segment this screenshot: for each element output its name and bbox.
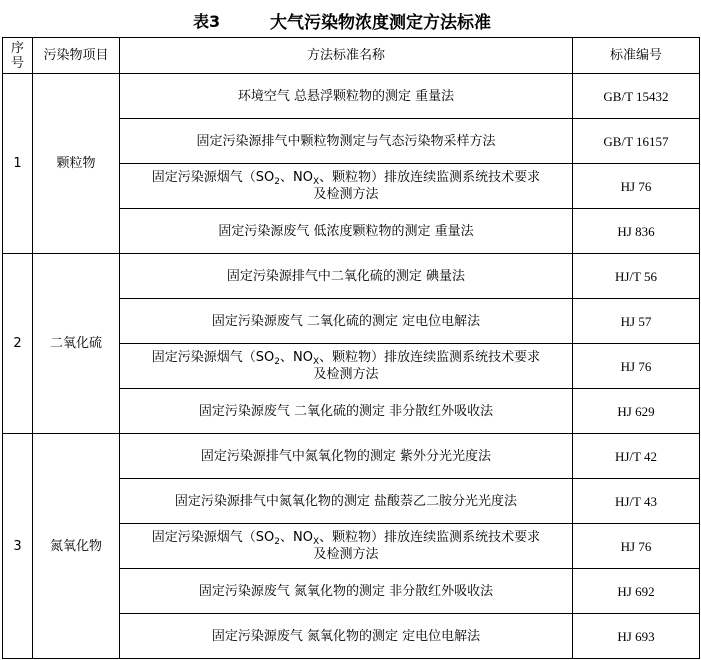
table-row <box>3 74 700 119</box>
group-seq: 3 <box>3 434 33 659</box>
standard-number: HJ 76 <box>573 164 700 209</box>
subscript: X <box>313 537 320 547</box>
method-text: 固定污染源烟气（SO <box>151 350 275 365</box>
group-pollutant: 氮氧化物 <box>33 434 120 659</box>
standard-number: HJ 629 <box>573 389 700 434</box>
method-name <box>120 164 573 209</box>
method-name: 固定污染源排气中氮氧化物的测定 紫外分光光度法 <box>120 434 573 479</box>
standard-number: GB/T 15432 <box>573 74 700 119</box>
subscript: 2 <box>274 537 281 547</box>
header-item: 污染物项目 <box>33 38 120 74</box>
group-pollutant: 颗粒物 <box>33 74 120 254</box>
method-text: 固定污染源烟气（SO <box>151 530 275 545</box>
standard-number: GB/T 16157 <box>573 119 700 164</box>
table-caption <box>0 0 701 40</box>
method-text: 、NO <box>280 350 313 365</box>
table-number: 表3 <box>193 12 221 31</box>
method-text: 及检测方法 <box>313 547 379 562</box>
method-text: 、颗粒物）排放连续监测系统技术要求 <box>319 530 541 545</box>
standard-number: HJ 692 <box>573 569 700 614</box>
table-row <box>3 434 700 479</box>
standard-number: HJ 76 <box>573 524 700 569</box>
standard-number: HJ/T 56 <box>573 254 700 299</box>
standard-number: HJ 76 <box>573 344 700 389</box>
table-title: 大气污染物浓度测定方法标准 <box>270 13 491 33</box>
header-seq-line2: 号 <box>10 55 24 71</box>
standard-number: HJ/T 43 <box>573 479 700 524</box>
subscript: 2 <box>274 177 281 187</box>
method-text: 、颗粒物）排放连续监测系统技术要求 <box>319 350 541 365</box>
method-name <box>120 344 573 389</box>
method-name: 固定污染源废气 氮氧化物的测定 定电位电解法 <box>120 614 573 659</box>
standard-number: HJ 57 <box>573 299 700 344</box>
standard-number: HJ/T 42 <box>573 434 700 479</box>
method-text: 、NO <box>280 170 313 185</box>
method-name: 固定污染源废气 低浓度颗粒物的测定 重量法 <box>120 209 573 254</box>
method-text: 、颗粒物）排放连续监测系统技术要求 <box>319 170 541 185</box>
group-seq: 2 <box>3 254 33 434</box>
header-method: 方法标准名称 <box>120 38 573 74</box>
method-text: 、NO <box>280 530 313 545</box>
group-seq: 1 <box>3 74 33 254</box>
standards-table <box>2 37 700 659</box>
table-row <box>3 254 700 299</box>
method-name: 固定污染源废气 二氧化硫的测定 非分散红外吸收法 <box>120 389 573 434</box>
method-name: 固定污染源废气 二氧化硫的测定 定电位电解法 <box>120 299 573 344</box>
method-name: 固定污染源排气中氮氧化物的测定 盐酸萘乙二胺分光光度法 <box>120 479 573 524</box>
standard-number: HJ 836 <box>573 209 700 254</box>
method-name: 固定污染源排气中颗粒物测定与气态污染物采样方法 <box>120 119 573 164</box>
group-pollutant: 二氧化硫 <box>33 254 120 434</box>
method-text: 及检测方法 <box>313 367 379 382</box>
subscript: 2 <box>274 357 281 367</box>
method-name: 固定污染源排气中二氧化硫的测定 碘量法 <box>120 254 573 299</box>
header-row <box>3 38 700 74</box>
method-name: 环境空气 总悬浮颗粒物的测定 重量法 <box>120 74 573 119</box>
header-seq-line1: 序 <box>10 40 24 56</box>
header-std: 标准编号 <box>573 38 700 74</box>
method-name <box>120 524 573 569</box>
subscript: X <box>313 177 320 187</box>
standard-number: HJ 693 <box>573 614 700 659</box>
method-text: 固定污染源烟气（SO <box>151 170 275 185</box>
header-seq <box>3 38 33 74</box>
subscript: X <box>313 357 320 367</box>
method-name: 固定污染源废气 氮氧化物的测定 非分散红外吸收法 <box>120 569 573 614</box>
method-text: 及检测方法 <box>313 187 379 202</box>
